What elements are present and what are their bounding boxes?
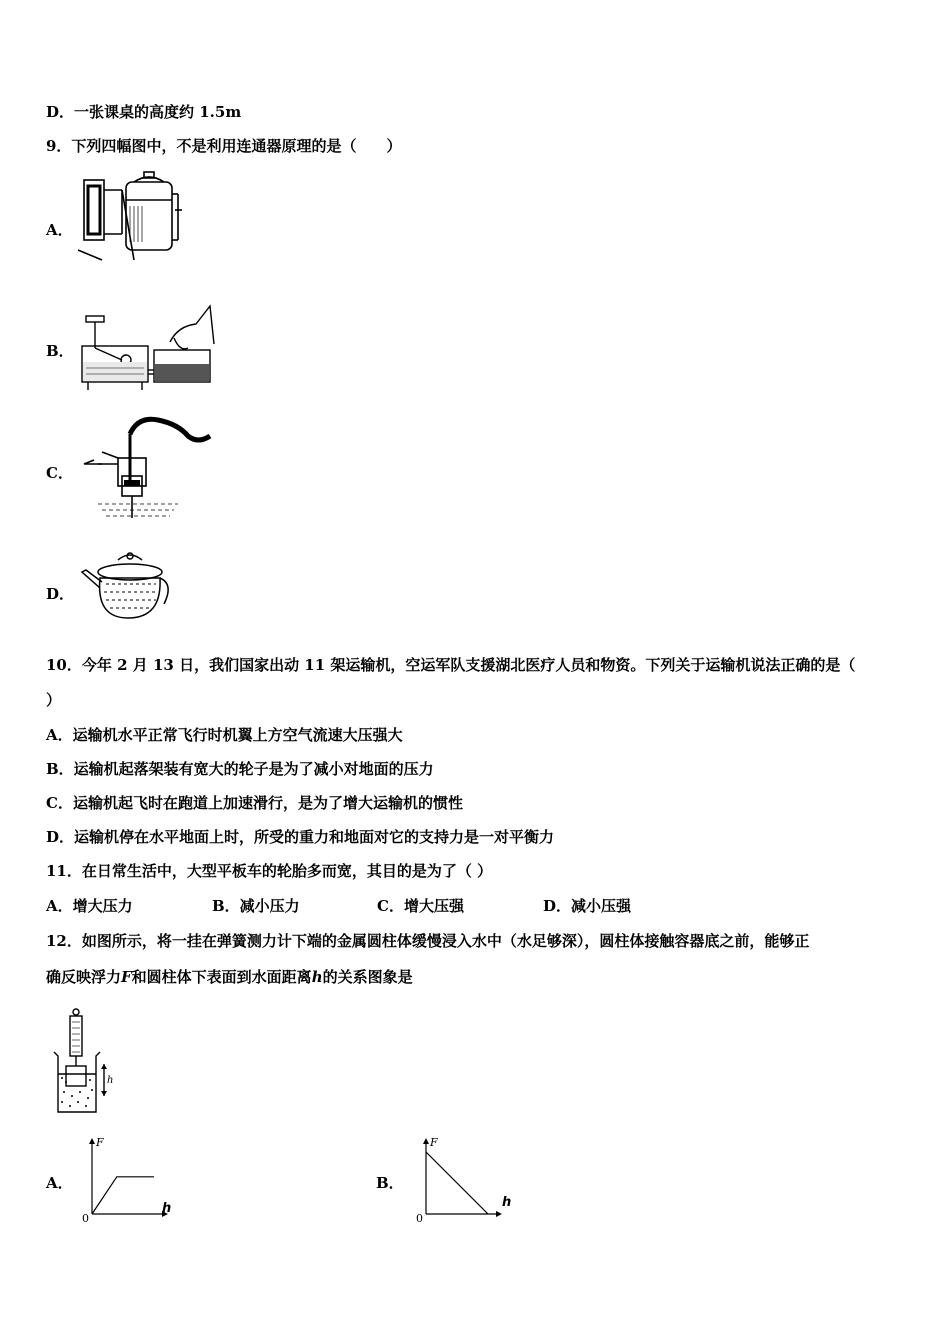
q12-figure-h-label: h — [107, 1075, 114, 1086]
q12-graph-a-x-label: h — [162, 1201, 172, 1216]
q12-text-3: 的关系图象是 — [322, 968, 413, 986]
q12-option-b-label: B． — [376, 1174, 404, 1192]
q10-option-c: C．运输机起飞时在跑道上加速滑行，是为了增大运输机的惯性 — [46, 794, 463, 812]
q9-option-a-label: A． — [46, 221, 73, 239]
q11-option-d: D．减小压强 — [543, 897, 632, 915]
q9-option-d-label: D． — [46, 585, 75, 603]
q10-option-d: D．运输机停在水平地面上时，所受的重力和地面对它的支持力是一对平衡力 — [46, 828, 555, 846]
q9-option-b-label: B． — [46, 342, 74, 360]
q12-var-f: F — [121, 968, 132, 986]
q12-graph-a — [78, 1134, 178, 1224]
q10-option-b: B．运输机起落架装有宽大的轮子是为了减小对地面的压力 — [46, 760, 434, 778]
q12-text-1: 确反映浮力 — [46, 968, 122, 986]
q9-option-c-label: C． — [46, 464, 73, 482]
q10-stem-line1: 10．今年 2 月 13 日，我们国家出动 11 架运输机，空运军队支援湖北医疗人员和物资。下列关于运输机说法正确的是（ — [46, 656, 856, 674]
q12-option-a-label: A． — [46, 1174, 73, 1192]
q12-graph-b-origin: 0 — [416, 1212, 423, 1224]
q12-graph-a-curve — [92, 1177, 154, 1214]
q8-option-d: D．一张课桌的高度约 1.5m — [46, 103, 242, 121]
q9-figure-a-boiler — [78, 170, 188, 265]
q12-text-2: 和圆柱体下表面到水面距离 — [131, 968, 312, 986]
q9-figure-b-water-trough — [78, 302, 218, 394]
q9-figure-d-teapot — [78, 548, 173, 623]
q12-graph-b-curve — [426, 1152, 488, 1214]
q11-option-c: C．增大压强 — [377, 897, 464, 915]
q12-graph-b-y-label: F — [430, 1136, 438, 1149]
q12-graph-b — [412, 1134, 512, 1224]
q9-stem: 9．下列四幅图中，不是利用连通器原理的是（ ） — [46, 137, 402, 155]
q10-option-a: A．运输机水平正常飞行时机翼上方空气流速大压强大 — [46, 726, 403, 744]
q11-option-a: A．增大压力 — [46, 897, 133, 915]
q12-figure-spring-scale-beaker — [50, 1006, 120, 1116]
q12-graph-b-x-label: h — [502, 1195, 512, 1210]
q11-option-b: B．减小压力 — [212, 897, 300, 915]
q9-figure-c-pump — [78, 414, 218, 524]
q12-stem-line2 — [46, 967, 413, 987]
q10-stem-line2: ） — [46, 691, 62, 709]
q11-stem: 11．在日常生活中，大型平板车的轮胎多而宽，其目的是为了（ ） — [46, 862, 493, 880]
q12-stem-line1: 12．如图所示，将一挂在弹簧测力计下端的金属圆柱体缓慢浸入水中（水足够深），圆柱体接触容器底之前，能够正 — [46, 932, 810, 950]
q12-graph-a-y-label: F — [96, 1136, 104, 1149]
q12-var-h: h — [311, 968, 323, 986]
q12-graph-a-origin: 0 — [82, 1212, 89, 1224]
